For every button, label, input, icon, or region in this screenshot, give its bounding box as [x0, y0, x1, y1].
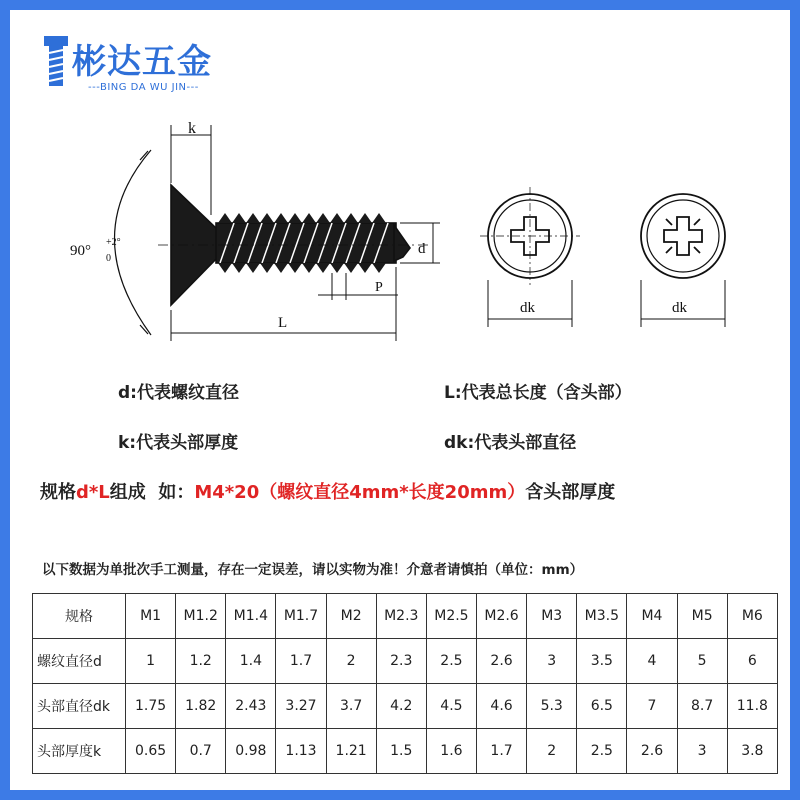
- table-header-label: 规格: [33, 594, 126, 639]
- table-cell: 2.3: [376, 639, 426, 684]
- table-cell: 3.8: [727, 729, 777, 774]
- table-cell: 2.5: [426, 639, 476, 684]
- table-cell: 6.5: [577, 684, 627, 729]
- table-cell: 4: [627, 639, 677, 684]
- size-header-cell: M6: [727, 594, 777, 639]
- brand-subtitle: ---BING DA WU JIN---: [88, 82, 199, 93]
- size-header-cell: M2: [326, 594, 376, 639]
- size-header-cell: M2.3: [376, 594, 426, 639]
- k-dimension-label: k: [188, 120, 196, 137]
- table-cell: 1.75: [126, 684, 176, 729]
- table-cell: 1.82: [176, 684, 226, 729]
- dk-label-phillips: dk: [520, 300, 535, 316]
- table-cell: 3.5: [577, 639, 627, 684]
- size-spec-table: [32, 593, 778, 774]
- table-cell: 1.7: [476, 729, 526, 774]
- table-cell: 4.2: [376, 684, 426, 729]
- table-cell: 1.5: [376, 729, 426, 774]
- spec-suffix: 含头部厚度: [525, 482, 616, 503]
- table-cell: 6: [727, 639, 777, 684]
- table-cell: 2: [527, 729, 577, 774]
- table-cell: 7: [627, 684, 677, 729]
- table-cell: 1.2: [176, 639, 226, 684]
- table-cell: 2.5: [577, 729, 627, 774]
- table-cell: 3: [527, 639, 577, 684]
- table-cell: 5: [677, 639, 727, 684]
- table-cell: 11.8: [727, 684, 777, 729]
- table-cell: 2.6: [476, 639, 526, 684]
- brand-name: 彬达五金: [72, 42, 212, 82]
- table-cell: 1.7: [276, 639, 326, 684]
- table-row: [33, 639, 778, 684]
- brand-logo: [40, 26, 240, 96]
- row-label: 头部厚度k: [33, 729, 126, 774]
- table-cell: 2: [326, 639, 376, 684]
- definition-l: L:代表总长度（含头部）: [444, 383, 632, 403]
- table-cell: 2.43: [226, 684, 276, 729]
- size-header-cell: M5: [677, 594, 727, 639]
- screw-side-view: [115, 125, 441, 341]
- table-cell: 1: [126, 639, 176, 684]
- d-dimension-label: d: [418, 241, 426, 257]
- screw-dimension-diagram: [48, 105, 748, 345]
- table-row: [33, 729, 778, 774]
- size-header-cell: M4: [627, 594, 677, 639]
- row-label: 头部直径dk: [33, 684, 126, 729]
- size-header-cell: M2.5: [426, 594, 476, 639]
- size-header-cell: M1: [126, 594, 176, 639]
- size-header-cell: M1.7: [276, 594, 326, 639]
- table-cell: 1.21: [326, 729, 376, 774]
- size-header-cell: M1.2: [176, 594, 226, 639]
- size-header-cell: M1.4: [226, 594, 276, 639]
- table-cell: 3: [677, 729, 727, 774]
- definition-k: k:代表头部厚度: [118, 433, 239, 453]
- table-cell: 3.7: [326, 684, 376, 729]
- size-header-cell: M3: [527, 594, 577, 639]
- screw-logo-icon: [44, 36, 68, 86]
- spec-formula: d*L: [76, 482, 110, 503]
- spec-middle: 组成 如：: [109, 482, 195, 503]
- table-row: [33, 684, 778, 729]
- measurement-note: 以下数据为单批次手工测量，存在一定误差，请以实物为准！介意者请慎拍（单位：mm）: [42, 562, 584, 578]
- size-header-cell: M3.5: [577, 594, 627, 639]
- product-card: [10, 10, 790, 790]
- table-cell: 3.27: [276, 684, 326, 729]
- dk-label-pozidriv: dk: [672, 300, 687, 316]
- l-dimension-label: L: [278, 315, 288, 331]
- angle-tolerance-upper: +2°: [106, 237, 121, 248]
- table-cell: 1.6: [426, 729, 476, 774]
- table-cell: 4.6: [476, 684, 526, 729]
- table-header-row: [33, 594, 778, 639]
- definition-d: d:代表螺纹直径: [118, 383, 239, 403]
- definition-dk: dk:代表头部直径: [444, 433, 577, 453]
- spec-example: M4*20（螺纹直径4mm*长度20mm）: [194, 482, 526, 503]
- table-cell: 5.3: [527, 684, 577, 729]
- table-cell: 4.5: [426, 684, 476, 729]
- angle-label: 90°: [70, 243, 91, 259]
- p-dimension-label: P: [375, 280, 383, 295]
- table-cell: 1.13: [276, 729, 326, 774]
- table-cell: 0.65: [126, 729, 176, 774]
- size-header-cell: M2.6: [476, 594, 526, 639]
- row-label: 螺纹直径d: [33, 639, 126, 684]
- table-cell: 1.4: [226, 639, 276, 684]
- table-cell: 8.7: [677, 684, 727, 729]
- spec-explanation: [40, 478, 615, 504]
- table-cell: 2.6: [627, 729, 677, 774]
- spec-prefix: 规格: [40, 482, 76, 503]
- table-cell: 0.98: [226, 729, 276, 774]
- table-cell: 0.7: [176, 729, 226, 774]
- angle-tolerance-lower: 0: [106, 253, 111, 264]
